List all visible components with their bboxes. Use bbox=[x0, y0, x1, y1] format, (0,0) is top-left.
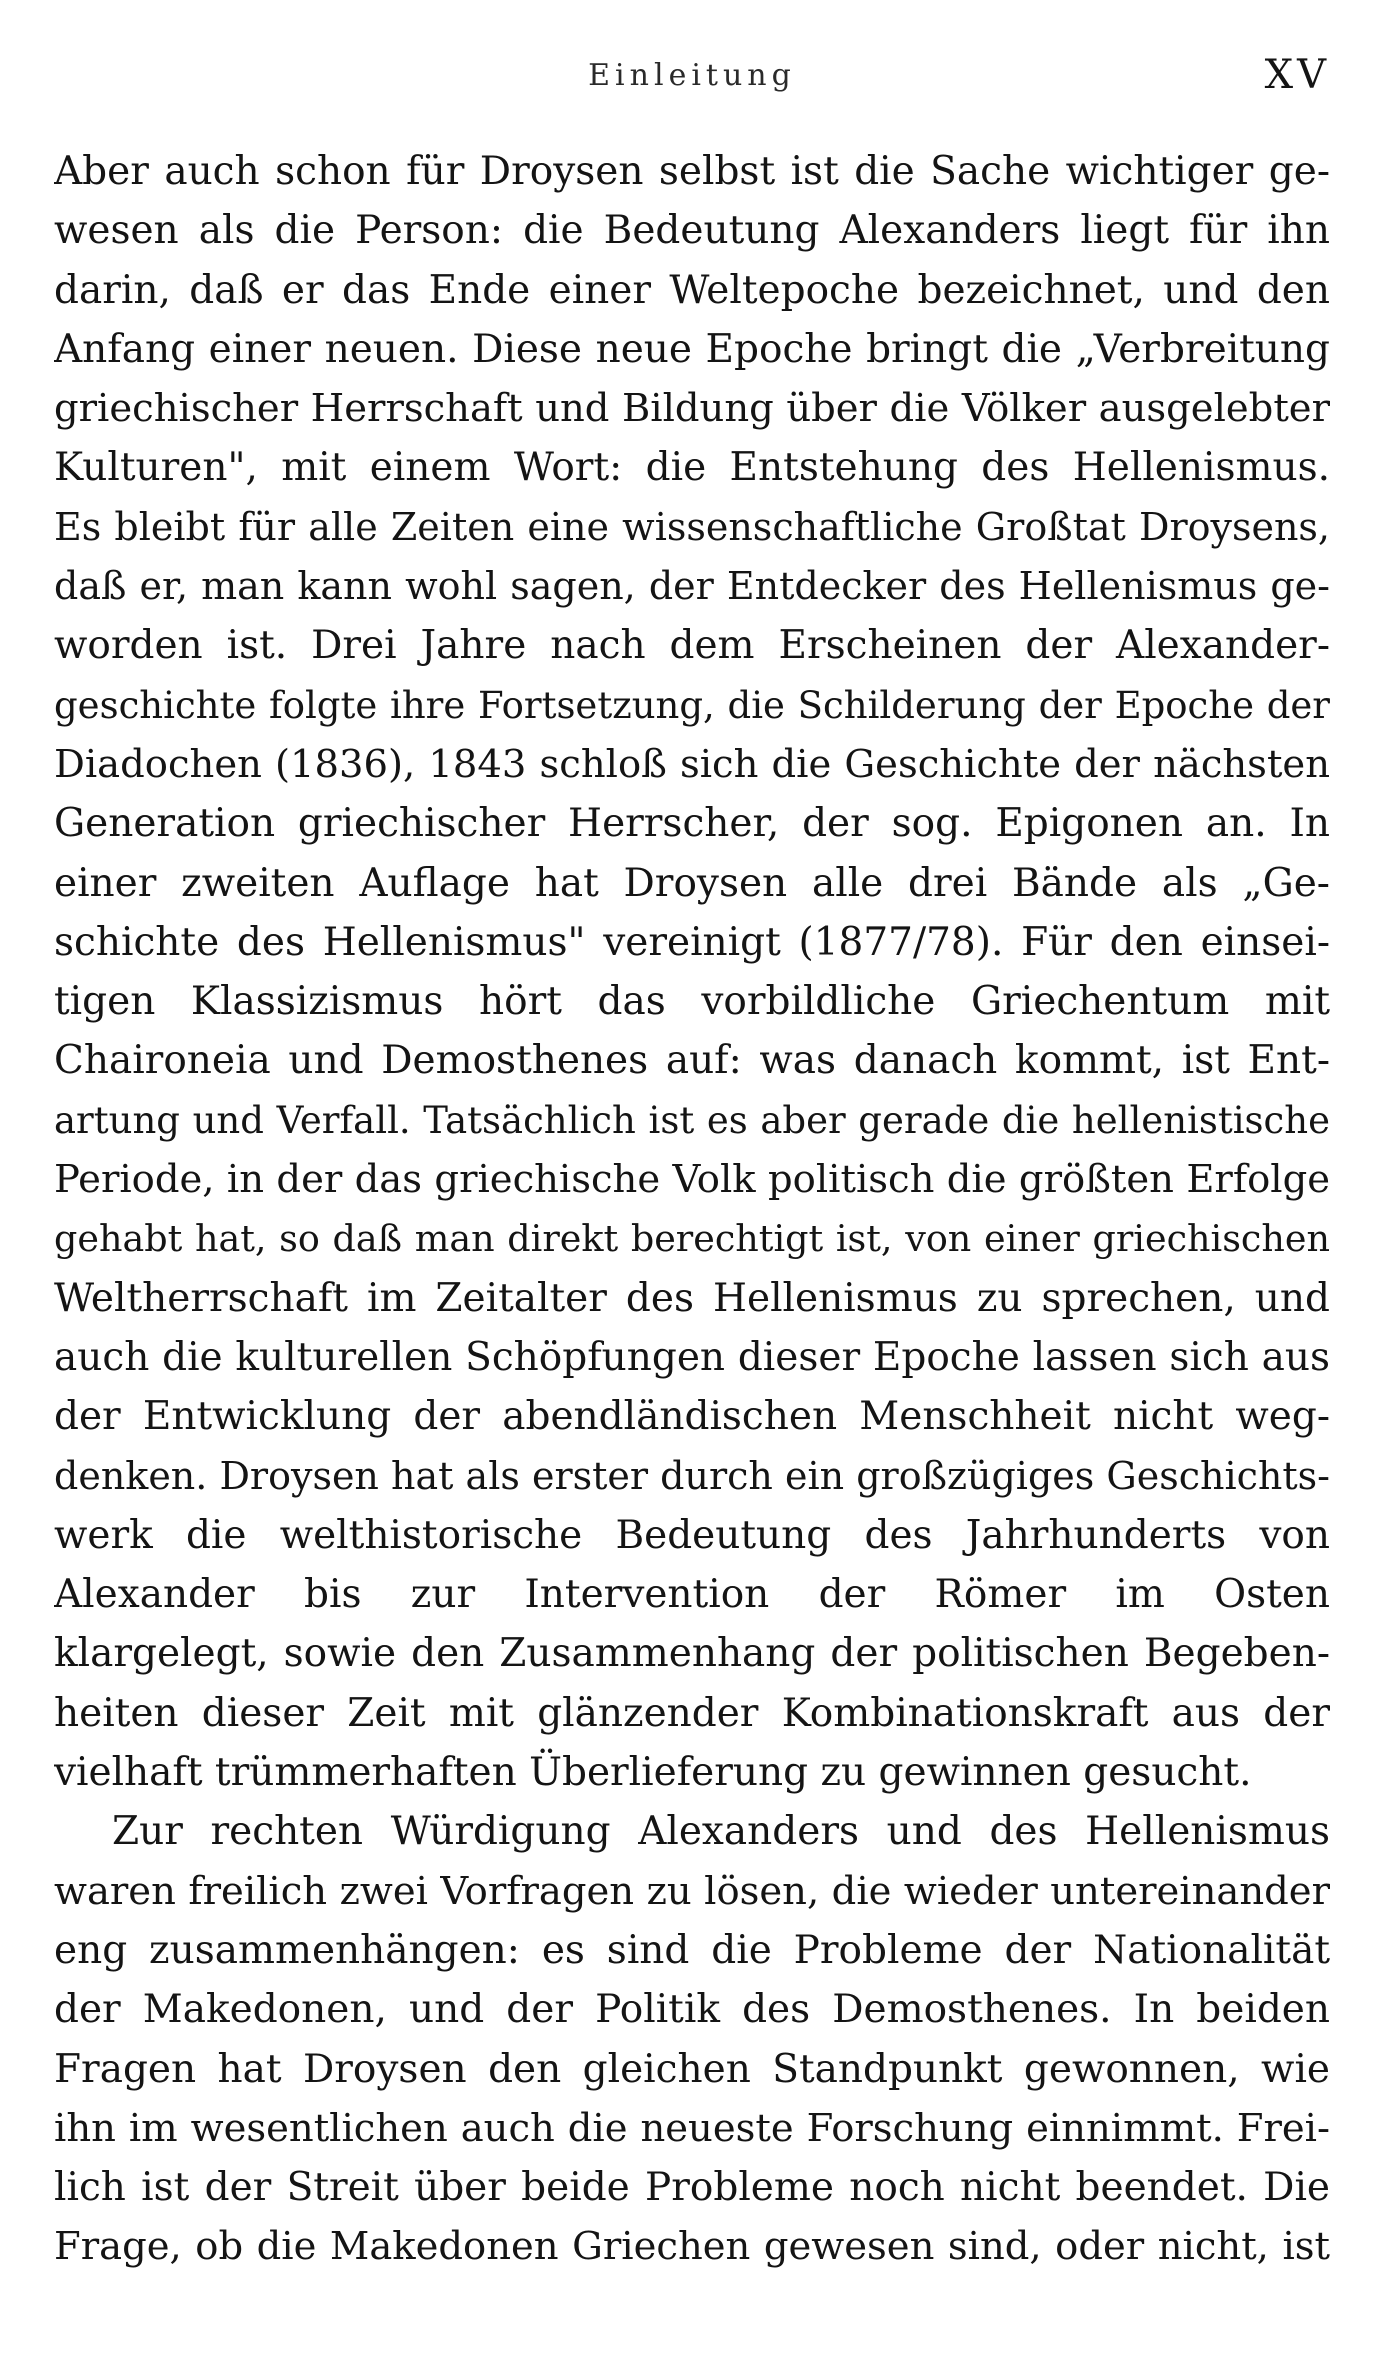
text-line: klargelegt, sowie den Zusammenhang der politischen Begeben- bbox=[54, 1631, 1330, 1677]
text-line: Anfang einer neuen. Diese neue Epoche bringt die „Verbreitung bbox=[54, 326, 1330, 372]
text-line: artung und Verfall. Tatsächlich ist es aber gerade die hellenistische bbox=[54, 1098, 1330, 1142]
text-line: Aber auch schon für Droysen selbst ist die Sache wichtiger ge- bbox=[54, 149, 1330, 194]
text-line: einer zweiten Auflage hat Droysen alle drei Bände als „Ge- bbox=[54, 860, 1330, 906]
text-line: Periode, in der das griechische Volk politisch die größten Erfolge bbox=[54, 1157, 1330, 1203]
text-line: vielhaft trümmerhaften Überlieferung zu gewinnen gesucht. bbox=[54, 1750, 1252, 1796]
text-line: schichte des Hellenismus" vereinigt (1877/78). Für den einsei- bbox=[54, 919, 1330, 965]
text-line: griechischer Herrschaft und Bildung über die Völker ausgelebter bbox=[54, 386, 1330, 432]
paragraph bbox=[54, 142, 1330, 1802]
text-line: denken. Droysen hat als erster durch ein großzügiges Geschichts- bbox=[54, 1453, 1330, 1498]
text-line: der Makedonen, und der Politik des Demosthenes. In beiden bbox=[54, 1987, 1330, 2033]
text-line: Fragen hat Droysen den gleichen Standpunkt gewonnen, wie bbox=[54, 2046, 1330, 2092]
text-line: wesen als die Person: die Bedeutung Alexanders liegt für ihn bbox=[54, 208, 1330, 254]
text-line: Weltherrschaft im Zeitalter des Hellenismus zu sprechen, und bbox=[54, 1275, 1330, 1321]
text-line: Generation griechischer Herrscher, der sog. Epigonen an. In bbox=[54, 801, 1330, 847]
text-line: geschichte folgte ihre Fortsetzung, die Schilderung der Epoche der bbox=[54, 683, 1330, 727]
text-line: daß er, man kann wohl sagen, der Entdecker des Hellenismus ge- bbox=[54, 564, 1330, 609]
text-line: Es bleibt für alle Zeiten eine wissenschaftliche Großtat Droysens, bbox=[54, 504, 1330, 549]
body-text bbox=[54, 142, 1330, 2277]
text-line: auch die kulturellen Schöpfungen dieser Epoche lassen sich aus bbox=[54, 1334, 1330, 1380]
text-line: heiten dieser Zeit mit glänzender Kombinationskraft aus der bbox=[54, 1690, 1330, 1736]
text-line: Frage, ob die Makedonen Griechen gewesen sind, oder nicht, ist bbox=[54, 2224, 1330, 2270]
text-line: lich ist der Streit über beide Probleme noch nicht beendet. Die bbox=[54, 2165, 1330, 2211]
text-line: ihn im wesentlichen auch die neueste Forschung einnimmt. Frei- bbox=[54, 2105, 1330, 2151]
text-line: gehabt hat, so daß man direkt berechtigt ist, von einer griechischen bbox=[54, 1217, 1330, 1261]
text-line: Chaironeia und Demosthenes auf: was danach kommt, ist Ent- bbox=[54, 1038, 1330, 1084]
text-line: darin, daß er das Ende einer Weltepoche bezeichnet, und den bbox=[54, 267, 1330, 313]
paragraph bbox=[54, 1802, 1330, 2276]
running-head bbox=[54, 52, 1330, 112]
text-line: worden ist. Drei Jahre nach dem Erscheinen der Alexander- bbox=[54, 623, 1330, 669]
text-line: Alexander bis zur Intervention der Römer im Osten bbox=[54, 1572, 1330, 1618]
running-title: Einleitung bbox=[588, 58, 796, 93]
text-line: tigen Klassizismus hört das vorbildliche Griechentum mit bbox=[54, 979, 1330, 1025]
text-line: werk die welthistorische Bedeutung des Jahrhunderts von bbox=[54, 1512, 1330, 1558]
page-number: XV bbox=[1264, 52, 1330, 98]
text-line: Kulturen", mit einem Wort: die Entstehung des Hellenismus. bbox=[54, 445, 1330, 491]
text-line: eng zusammenhängen: es sind die Probleme der Nationalität bbox=[54, 1927, 1330, 1973]
text-line: Zur rechten Würdigung Alexanders und des Hellenismus bbox=[112, 1809, 1330, 1855]
text-line: Diadochen (1836), 1843 schloß sich die Geschichte der nächsten bbox=[54, 741, 1330, 787]
text-line: waren freilich zwei Vorfragen zu lösen, die wieder untereinander bbox=[54, 1868, 1330, 1914]
text-line: der Entwicklung der abendländischen Menschheit nicht weg- bbox=[54, 1394, 1330, 1440]
